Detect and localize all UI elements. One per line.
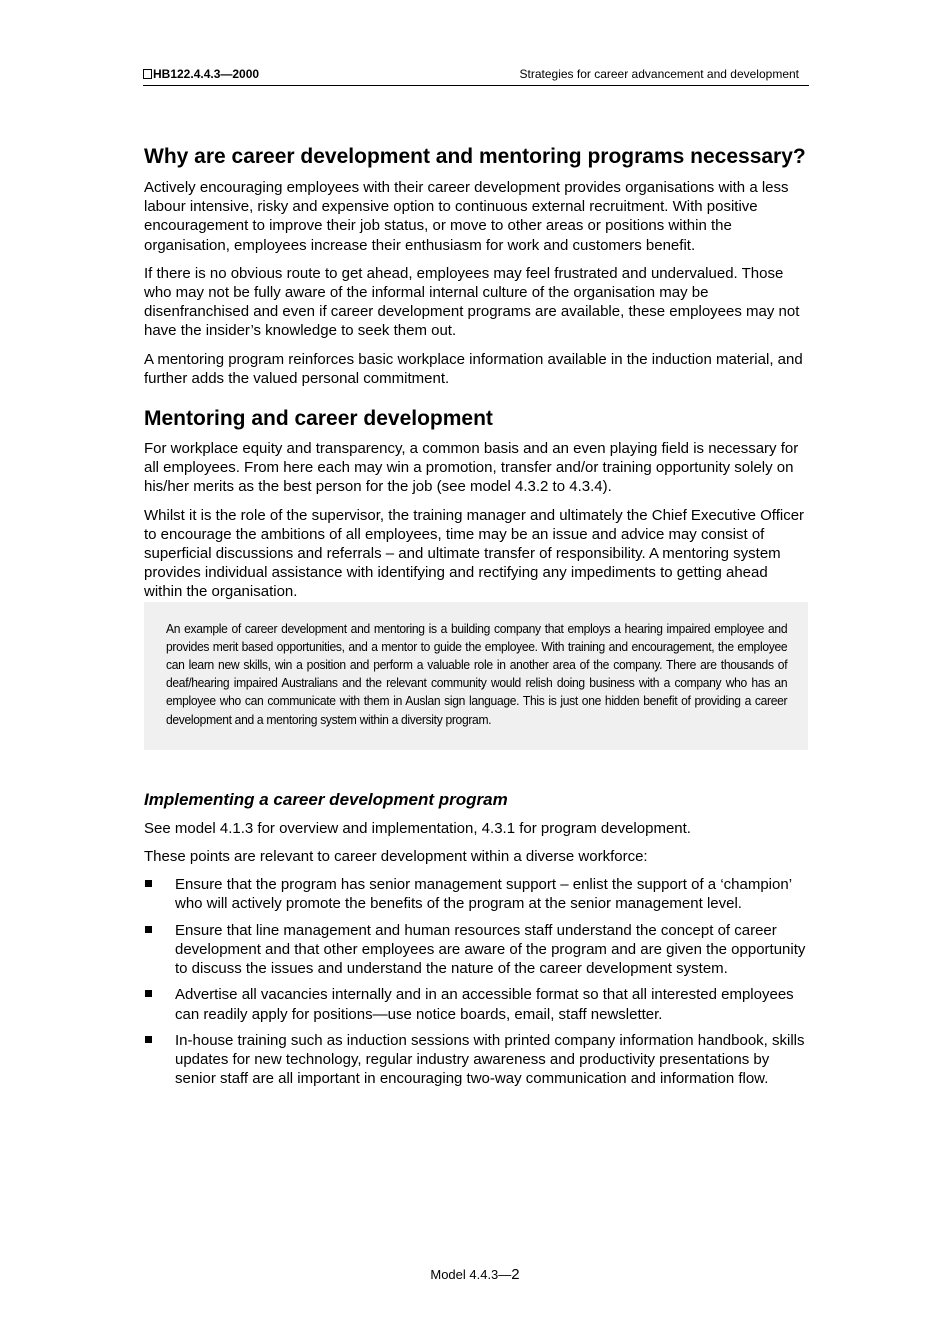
list-item bbox=[144, 985, 808, 1023]
paragraph: If there is no obvious route to get ahead, employees may feel frustrated and undervalued. Those who may not be fully aware of the informal internal culture of the organisation may be disenfranchised and even if career development programs are available, these employees may not have the insider’s knowledge to seek them out. bbox=[144, 264, 800, 340]
footer-model-label: Model 4.4.3— bbox=[430, 1267, 512, 1282]
heading-mentoring-career-development: Mentoring and career development bbox=[144, 407, 493, 431]
paragraph: See model 4.1.3 for overview and implementation, 4.3.1 for program development. bbox=[144, 819, 691, 837]
square-bullet-icon bbox=[145, 926, 152, 933]
doc-code-text: HB122.4.4.3—2000 bbox=[153, 67, 260, 81]
header-doc-code bbox=[143, 67, 259, 81]
page-footer bbox=[0, 1266, 950, 1283]
paragraph: These points are relevant to career development within a diverse workforce: bbox=[144, 848, 648, 866]
heading-implementing-program: Implementing a career development program bbox=[144, 789, 508, 809]
example-text: An example of career development and mentoring is a building company that employs a hearing impaired employee and provides merit based opportunities, and a mentor to guide the employee. With training and encouragement, the employee can learn new skills, win a position and perform a valuable role in another area of the company. There are thousands of deaf/hearing impaired Australians and the relevant community would relish doing business with a company who has an employee who can communicate with them in Auslan sign language. This is just one hidden benefit of providing a career development and a mentoring system within a diversity program. bbox=[166, 620, 788, 727]
page-header bbox=[143, 66, 809, 86]
page-content bbox=[144, 144, 808, 1095]
square-bullet-icon bbox=[145, 880, 152, 887]
list-item-text: Ensure that line management and human resources staff understand the concept of career development and that other employees are aware of the program and are given the opportunity to discuss the issues and understand the nature of the career development system. bbox=[175, 921, 806, 978]
page-number: 2 bbox=[511, 1266, 520, 1283]
list-item bbox=[144, 875, 808, 913]
paragraph: A mentoring program reinforces basic workplace information available in the induction material, and further adds the valued personal commitment. bbox=[144, 350, 803, 387]
list-item bbox=[144, 1031, 808, 1089]
list-item-text: In-house training such as induction sessions with printed company information handbook, skills updates for new technology, regular industry awareness and productivity presentations by senior staff are all important in encouraging two-way communication and information flow. bbox=[175, 1031, 805, 1088]
example-callout-box bbox=[144, 602, 808, 750]
header-section-title: Strategies for career advancement and development bbox=[519, 67, 799, 81]
paragraph: For workplace equity and transparency, a common basis and an even playing field is necessary for all employees. From here each may win a promotion, transfer and/or training opportunity solely on his/her merits as the best person for the job (see model 4.3.2 to 4.3.4). bbox=[144, 440, 799, 496]
list-item-text: Ensure that the program has senior management support – enlist the support of a ‘champion’ who will actively promote the benefits of the program at the senior management level. bbox=[175, 876, 792, 913]
list-item bbox=[144, 921, 808, 979]
paragraph: Actively encouraging employees with their career development provides organisations with a less labour intensive, risky and expensive option to continuous external recruitment. With positive encouragement to improve their job status, or move to other areas or positions within the organisation, employees increase their enthusiasm for work and customers benefit. bbox=[144, 179, 789, 254]
list-item-text: Advertise all vacancies internally and in an accessible format so that all interested employees can readily apply for positions—use notice boards, email, staff newsletter. bbox=[175, 986, 794, 1023]
heading-why-career-development: Why are career development and mentoring programs necessary? bbox=[144, 145, 806, 168]
checkbox-glyph-icon bbox=[143, 69, 152, 79]
paragraph: Whilst it is the role of the supervisor, the training manager and ultimately the Chief Executive Officer to encourage the ambitions of all employees, time may be an issue and advice may consist of superficial discussions and referrals – and ultimate transfer of responsibility. A mentoring system provides individual assistance with identifying and rectifying any impediments to getting ahead within the organisation. bbox=[144, 506, 805, 601]
square-bullet-icon bbox=[145, 990, 152, 997]
square-bullet-icon bbox=[145, 1036, 152, 1043]
bullet-list bbox=[144, 875, 808, 1088]
